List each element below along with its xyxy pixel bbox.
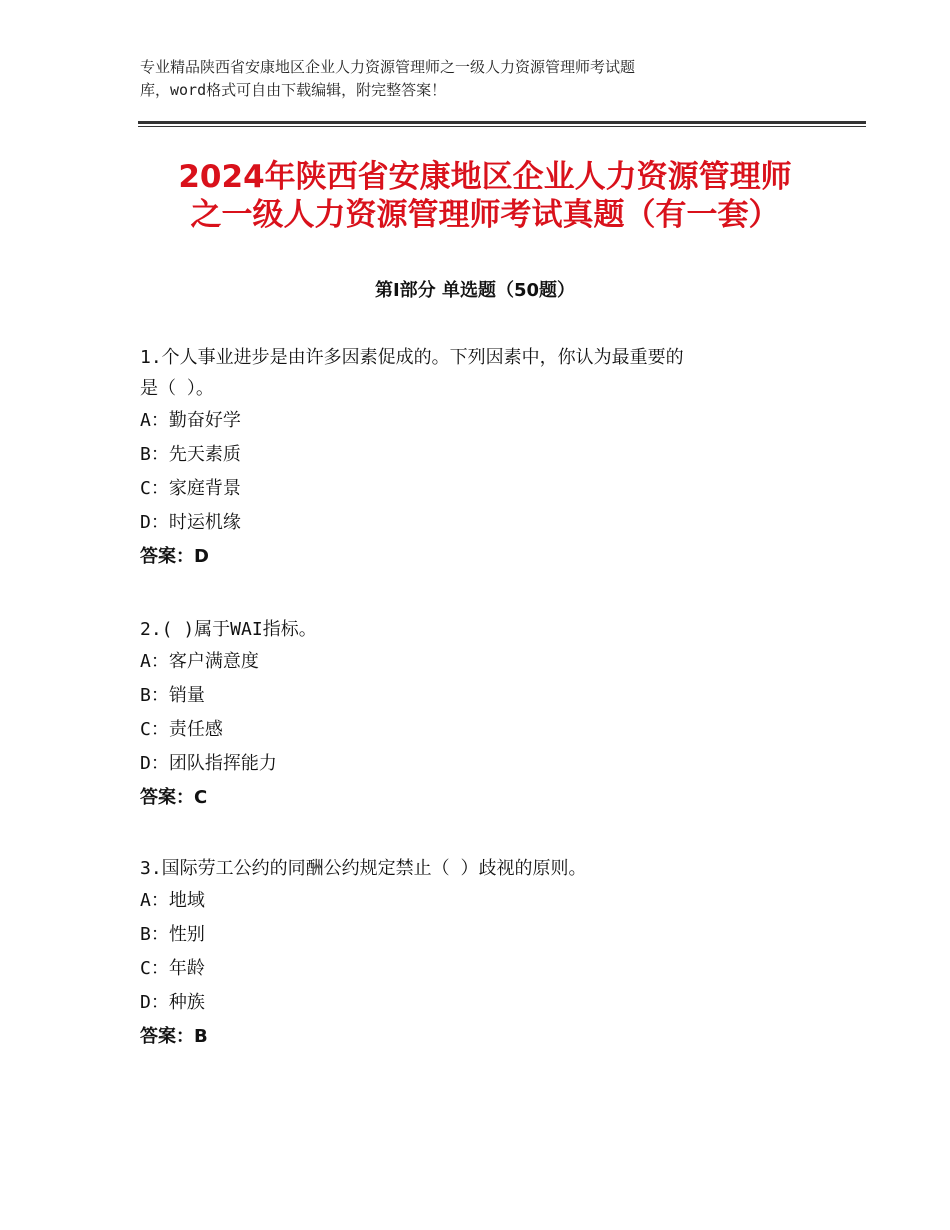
section-heading: 第Ⅰ部分 单选题（50题） bbox=[374, 280, 575, 301]
option-a: A：勤奋好学 bbox=[140, 410, 241, 431]
question-stem: 1.个人事业进步是由许多因素促成的。下列因素中，你认为最重要的 bbox=[140, 347, 684, 368]
answer: 答案：C bbox=[140, 787, 208, 808]
option-a: A：地域 bbox=[140, 890, 205, 911]
option-d: D：种族 bbox=[140, 992, 205, 1013]
answer: 答案：D bbox=[140, 546, 209, 567]
option-d: D：时运机缘 bbox=[140, 512, 241, 533]
question-1 bbox=[140, 342, 820, 574]
header-divider-thick bbox=[138, 121, 866, 124]
question-stem: 2.( )属于WAI指标。 bbox=[140, 619, 317, 640]
header-note-line-2: 库，word格式可自由下载编辑，附完整答案！ bbox=[140, 81, 447, 99]
option-b: B：性别 bbox=[140, 924, 205, 945]
option-c: C：年龄 bbox=[140, 958, 205, 979]
question-stem-continued: 是（ ）。 bbox=[140, 378, 214, 399]
option-b: B：销量 bbox=[140, 685, 205, 706]
option-d: D：团队指挥能力 bbox=[140, 753, 277, 774]
title-line-1: 2024年陕西省安康地区企业人力资源管理师 bbox=[178, 159, 792, 195]
header-note-line-1: 专业精品陕西省安康地区企业人力资源管理师之一级人力资源管理师考试题 bbox=[140, 58, 636, 76]
question-2 bbox=[140, 614, 820, 815]
option-c: C：家庭背景 bbox=[140, 478, 241, 499]
header-divider-thin bbox=[138, 126, 866, 127]
option-a: A：客户满意度 bbox=[140, 651, 259, 672]
option-c: C：责任感 bbox=[140, 719, 223, 740]
question-stem: 3.国际劳工公约的同酬公约规定禁止（ ）歧视的原则。 bbox=[140, 858, 587, 879]
title-line-2: 之一级人力资源管理师考试真题（有一套） bbox=[190, 197, 780, 233]
question-3 bbox=[140, 853, 820, 1054]
header-note bbox=[140, 56, 800, 102]
document-title bbox=[140, 158, 830, 234]
option-b: B：先天素质 bbox=[140, 444, 241, 465]
answer: 答案：B bbox=[140, 1026, 208, 1047]
